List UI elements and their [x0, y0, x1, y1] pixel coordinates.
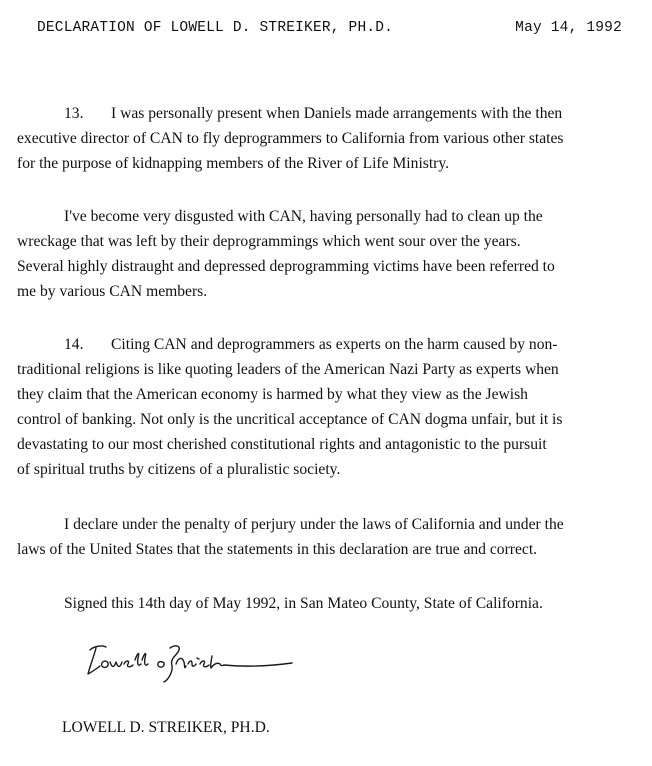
- paragraph-line: control of banking. Not only is the uncritical acceptance of CAN dogma unfair, but it is: [17, 411, 563, 428]
- handwritten-signature: [80, 636, 310, 684]
- paragraph-14: [17, 332, 637, 482]
- paragraph-line: for the purpose of kidnapping members of the River of Life Ministry.: [17, 155, 450, 172]
- paragraph-line: executive director of CAN to fly deprogrammers to California from various other states: [17, 130, 564, 147]
- paragraph-line: I declare under the penalty of perjury under the laws of California and under the: [64, 516, 564, 533]
- signed-statement: [17, 591, 637, 616]
- paragraph-line: wreckage that was left by their deprogrammings which went sour over the years.: [17, 233, 521, 250]
- paragraph-line: 13. I was personally present when Daniels made arrangements with the then: [17, 101, 637, 126]
- paragraph-line: devastating to our most cherished constitutional rights and antagonistic to the pursuit: [17, 436, 547, 453]
- signer-name: LOWELL D. STREIKER, PH.D.: [62, 719, 270, 736]
- paragraph-line: traditional religions is like quoting leaders of the American Nazi Party as experts when: [17, 361, 559, 378]
- paragraph-line: they claim that the American economy is harmed by what they view as the Jewish: [17, 386, 528, 403]
- paragraph-line: 14. Citing CAN and deprogrammers as experts on the harm caused by non-: [17, 332, 637, 357]
- paragraph-line: I've become very disgusted with CAN, having personally had to clean up the: [64, 208, 543, 225]
- paragraph-line: of spiritual truths by citizens of a pluralistic society.: [17, 461, 341, 478]
- perjury-declaration: [17, 512, 637, 562]
- document-title: DECLARATION OF LOWELL D. STREIKER, PH.D.: [37, 20, 394, 36]
- paragraph-line: Several highly distraught and depressed deprogramming victims have been referred to: [17, 258, 555, 275]
- paragraph-13-continued: [17, 204, 637, 304]
- document-header: [37, 20, 622, 68]
- paragraph-number: 14.: [64, 336, 84, 353]
- paragraph-line: laws of the United States that the statements in this declaration are true and correct.: [17, 541, 538, 558]
- paragraph-line: me by various CAN members.: [17, 283, 208, 300]
- document-date: May 14, 1992: [515, 20, 622, 36]
- paragraph-13: [17, 101, 637, 176]
- paragraph-number: 13.: [64, 105, 84, 122]
- paragraph-line: Signed this 14th day of May 1992, in San Mateo County, State of California.: [64, 595, 543, 612]
